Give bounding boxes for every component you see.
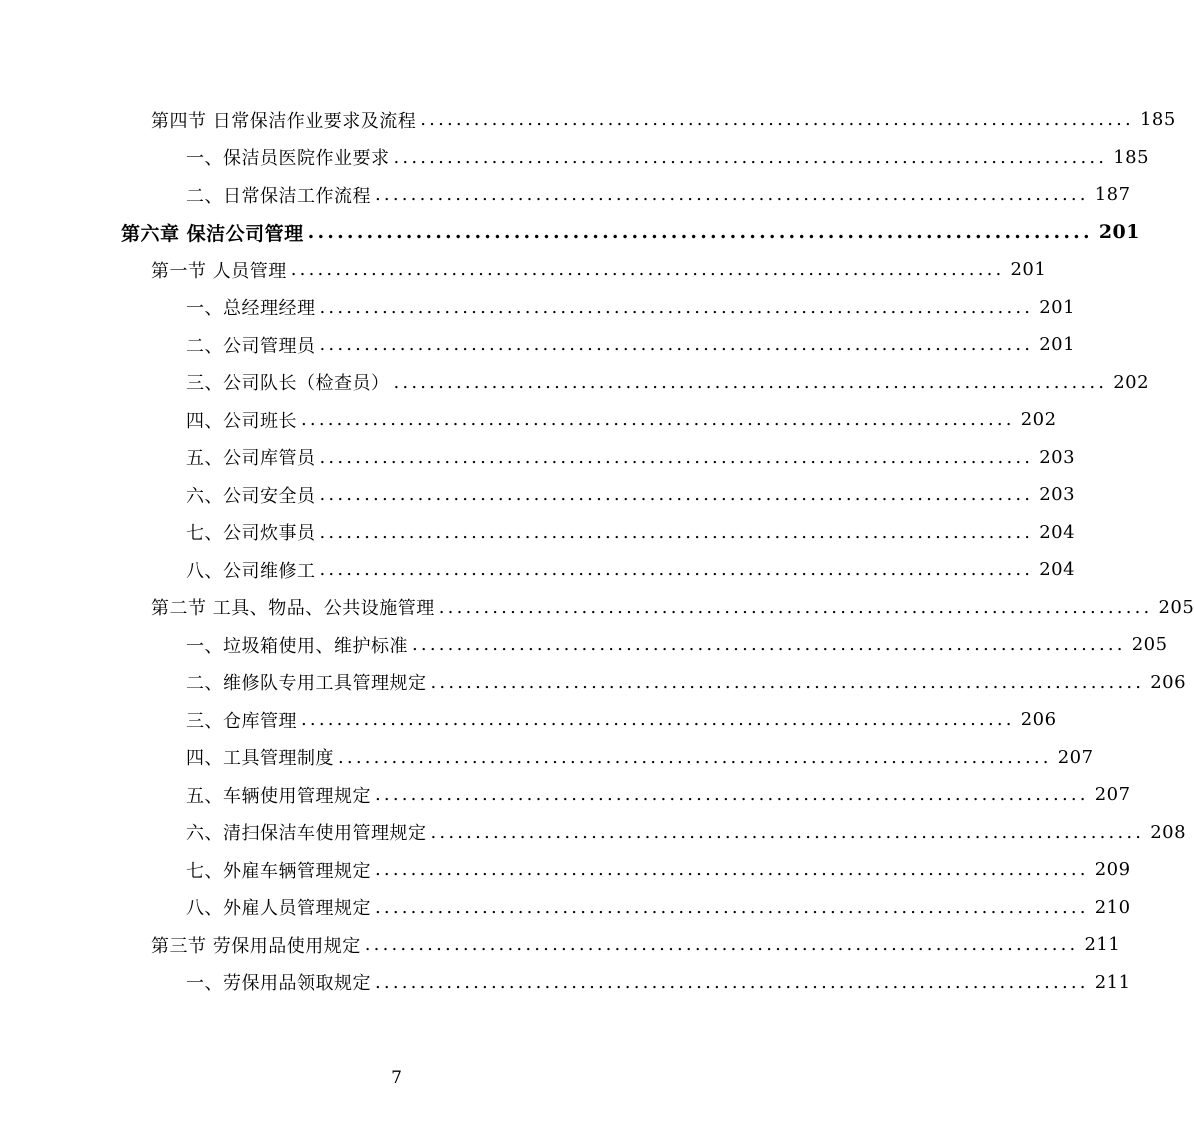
toc-dot-leader: ................................................................................ (319, 446, 1034, 468)
toc-entry-title: 七、外雇车辆管理规定 (186, 860, 371, 882)
toc-dot-leader: ................................................................................ (438, 596, 1153, 618)
toc-entry-chapter[interactable] (121, 214, 1140, 251)
toc-entry-page: 187 (1094, 184, 1131, 205)
toc-entry-page: 185 (1139, 109, 1176, 130)
toc-entry[interactable] (186, 551, 1076, 588)
toc-entry[interactable] (186, 476, 1076, 513)
toc-dot-leader: ................................................................................ (319, 334, 1034, 355)
toc-entry-page: 201 (1010, 259, 1047, 280)
toc-dot-leader: ................................................................................ (290, 259, 1005, 280)
toc-dot-leader: ................................................................................ (338, 746, 1052, 768)
toc-dot-leader: ................................................................................ (430, 671, 1145, 693)
toc-entry-page: 203 (1039, 446, 1076, 468)
toc-entry-page: 206 (1150, 671, 1187, 693)
toc-dot-leader: ................................................................................ (430, 821, 1145, 843)
toc-entry[interactable] (186, 289, 1076, 326)
toc-dot-leader: ................................................................................ (420, 109, 1134, 130)
toc-entry[interactable] (186, 401, 1057, 438)
toc-dot-leader: ................................................................................ (301, 409, 1015, 430)
toc-entry[interactable] (186, 326, 1076, 363)
toc-entry-title: 五、车辆使用管理规定 (186, 785, 371, 807)
toc-entry[interactable] (151, 101, 1176, 138)
toc-entry-page: 201 (1098, 221, 1140, 243)
toc-entry[interactable] (186, 439, 1076, 476)
toc-dot-leader: ................................................................................ (319, 559, 1034, 580)
toc-entry[interactable] (186, 139, 1150, 176)
toc-entry-page: 211 (1084, 934, 1121, 955)
toc-entry[interactable] (186, 514, 1076, 551)
toc-entry-title: 三、仓库管理 (186, 710, 297, 732)
toc-entry-title: 第一节 人员管理 (151, 260, 287, 282)
toc-entry-title: 第三节 劳保用品使用规定 (151, 935, 361, 957)
toc-entry-title: 一、保洁员医院作业要求 (186, 148, 390, 169)
toc-entry-title: 一、劳保用品领取规定 (186, 973, 371, 994)
toc-entry-page: 206 (1020, 709, 1057, 730)
toc-entry[interactable] (186, 739, 1094, 776)
toc-entry-title: 八、外雇人员管理规定 (186, 898, 371, 919)
toc-entry-page: 185 (1113, 146, 1150, 168)
toc-entry-title: 一、总经理经理 (186, 298, 316, 319)
toc-entry-title: 六、清扫保洁车使用管理规定 (186, 823, 427, 844)
toc-entry[interactable] (186, 851, 1131, 888)
toc-entry-title: 第六章 保洁公司管理 (121, 222, 304, 245)
toc-dot-leader: ................................................................................ (412, 634, 1126, 655)
toc-entry-page: 202 (1020, 409, 1057, 430)
toc-entry[interactable] (151, 926, 1121, 963)
toc-entry-title: 五、公司库管员 (186, 448, 316, 469)
toc-entry[interactable] (186, 889, 1131, 926)
toc-entry[interactable] (186, 626, 1168, 663)
toc-entry-page: 204 (1039, 521, 1076, 543)
toc-dot-leader: ................................................................................ (364, 934, 1079, 955)
page-number: 7 (391, 1068, 402, 1088)
toc-entry[interactable] (151, 251, 1047, 288)
toc-entry-page: 207 (1057, 746, 1094, 768)
toc-entry-title: 二、日常保洁工作流程 (186, 185, 371, 207)
toc-entry[interactable] (186, 664, 1187, 701)
toc-dot-leader: ................................................................................ (393, 371, 1108, 393)
toc-entry-page: 204 (1039, 559, 1076, 580)
toc-entry-title: 八、公司维修工 (186, 560, 316, 582)
toc-entry-title: 二、公司管理员 (186, 335, 316, 357)
toc-entry-page: 207 (1094, 784, 1131, 805)
toc-entry-page: 211 (1094, 971, 1131, 993)
toc-dot-leader: ................................................................................ (393, 146, 1108, 168)
toc-dot-leader: ................................................................................ (375, 971, 1089, 993)
toc-entry-page: 201 (1039, 296, 1076, 318)
toc-dot-leader: ................................................................................ (319, 484, 1034, 505)
toc-entry-title: 四、公司班长 (186, 410, 297, 432)
toc-entry-title: 二、维修队专用工具管理规定 (186, 673, 427, 694)
toc-entry-page: 208 (1150, 821, 1187, 843)
toc-entry-title: 三、公司队长（检查员） (186, 373, 390, 394)
toc-dot-leader: ................................................................................ (375, 859, 1089, 880)
toc-entry-title: 第四节 日常保洁作业要求及流程 (151, 110, 417, 132)
toc-entry[interactable] (186, 176, 1131, 213)
toc-entry-page: 205 (1131, 634, 1168, 655)
toc-entry[interactable] (186, 776, 1131, 813)
toc-entry-title: 一、垃圾箱使用、维护标准 (186, 635, 408, 657)
toc-dot-leader: ................................................................................ (375, 896, 1089, 918)
toc-entry[interactable] (186, 701, 1057, 738)
toc-dot-leader: ................................................................................ (375, 784, 1089, 805)
toc-entry-title: 四、工具管理制度 (186, 748, 334, 769)
toc-entry-page: 205 (1158, 596, 1194, 618)
toc-dot-leader: ................................................................................ (307, 221, 1093, 243)
toc-entry-page: 210 (1094, 896, 1131, 918)
toc-entry-title: 七、公司炊事员 (186, 523, 316, 544)
toc-entry-page: 209 (1094, 859, 1131, 880)
toc-entry-title: 六、公司安全员 (186, 485, 316, 507)
toc-dot-leader: ................................................................................ (319, 521, 1034, 543)
toc-dot-leader: ................................................................................ (319, 296, 1034, 318)
toc-entry[interactable] (186, 814, 1187, 851)
toc-entry-page: 201 (1039, 334, 1076, 355)
toc-entry-page: 202 (1113, 371, 1150, 393)
toc-entry[interactable] (186, 964, 1131, 1001)
toc-dot-leader: ................................................................................ (375, 184, 1089, 205)
toc-entry[interactable] (186, 364, 1150, 401)
toc-entry[interactable] (151, 589, 1194, 626)
toc-dot-leader: ................................................................................ (301, 709, 1015, 730)
toc-entry-page: 203 (1039, 484, 1076, 505)
toc-entry-title: 第二节 工具、物品、公共设施管理 (151, 598, 435, 619)
